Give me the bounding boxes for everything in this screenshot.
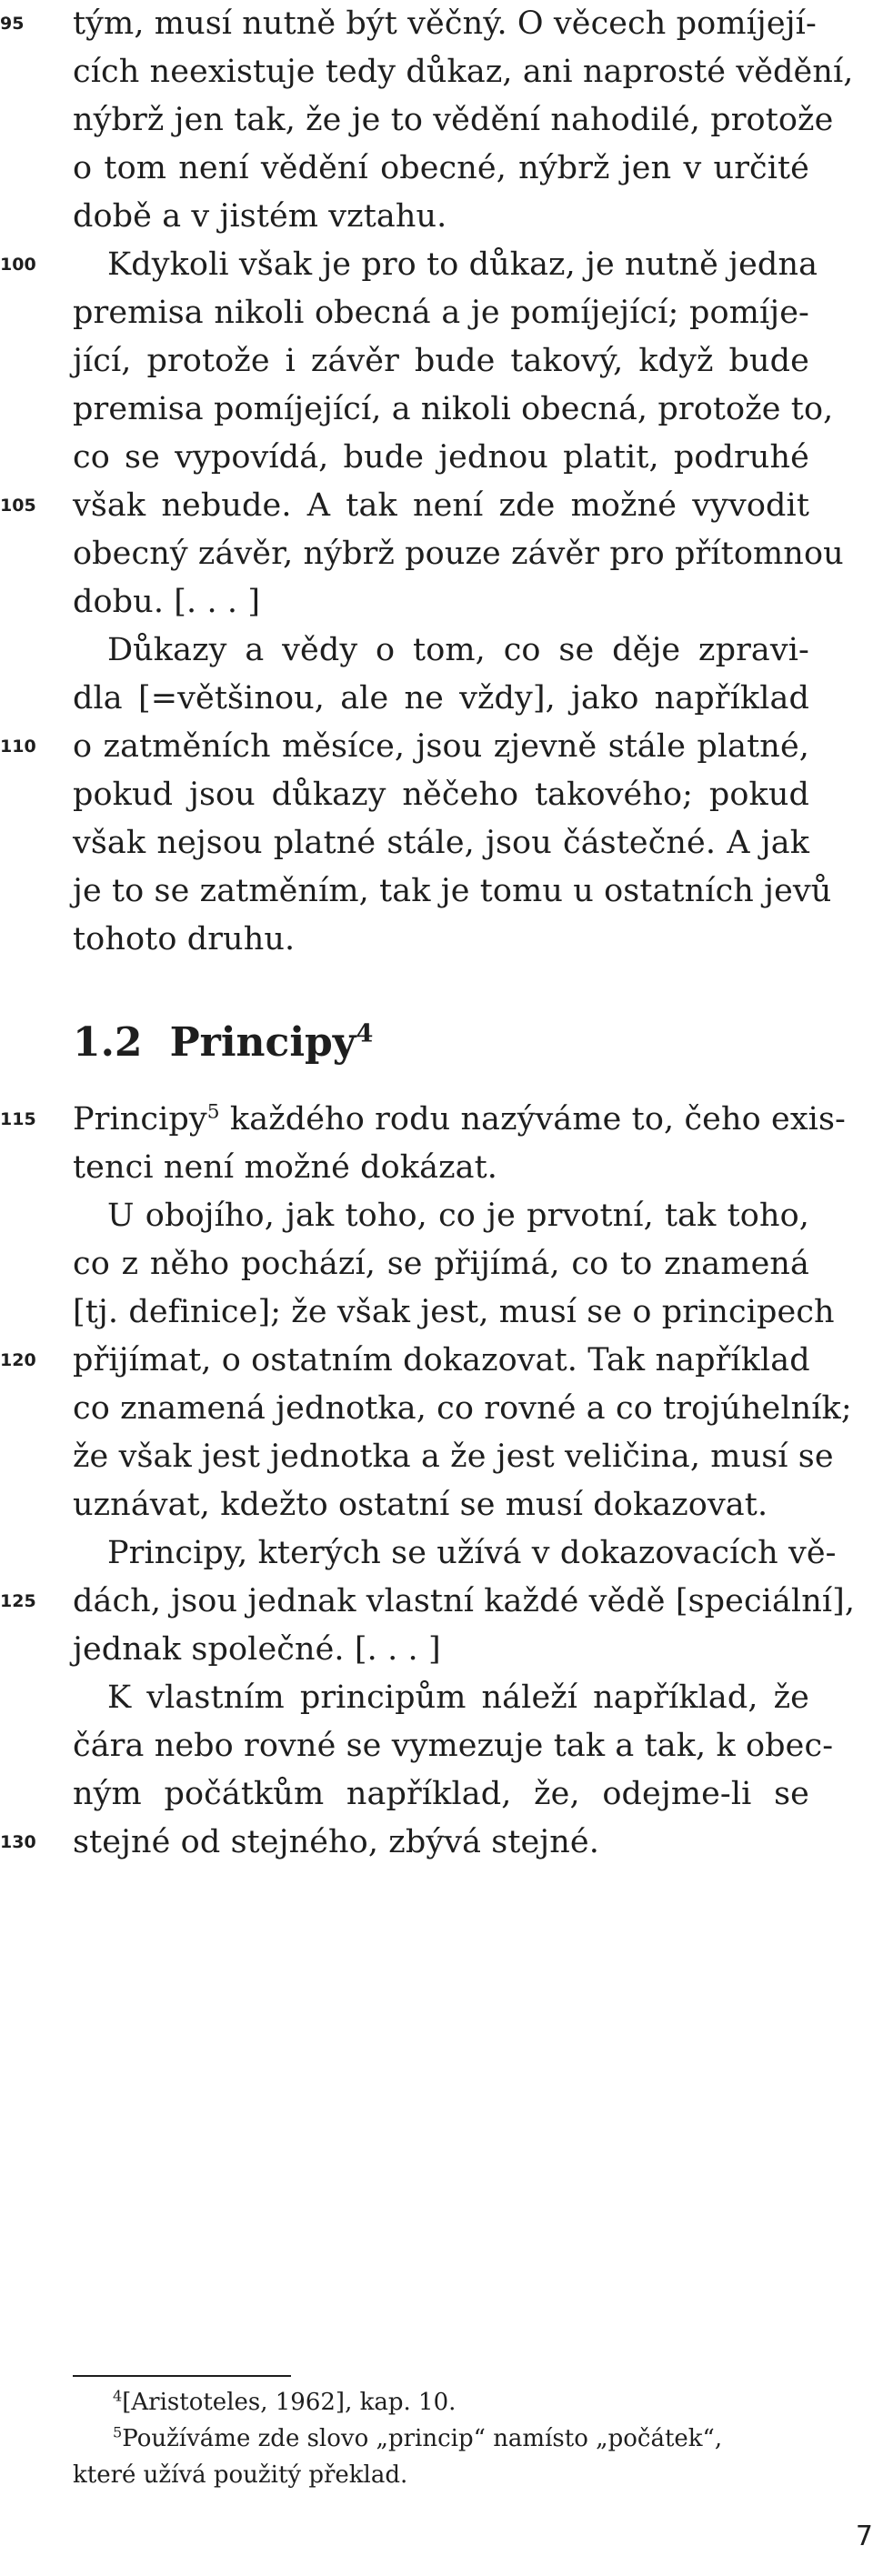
body-text-line: že však jest jednotka a že jest veličina, musí se [73,1438,834,1475]
footnote-4 [113,2384,456,2421]
body-text-line: U obojího, jak toho, co je prvotní, tak toho, [107,1198,809,1234]
body-text-line: přijímat, o ostatním dokazovat. Tak například [73,1342,810,1378]
body-text-line: však nejsou platné stále, jsou částečné. A jak [73,825,809,861]
footnote-text: Používáme zde slovo „princip“ namísto „počátek“, [122,2425,723,2452]
footnote-text: [Aristoteles, 1962], kap. 10. [122,2389,457,2416]
body-text-line: co z něho pochází, se přijímá, co to znamená [73,1246,809,1282]
margin-line-number: 110 [0,737,36,757]
body-text-line: co znamená jednotka, co rovné a co trojúhelník; [73,1390,852,1427]
body-text-line: však nebude. A tak není zde možné vyvodit [73,487,809,524]
body-text-line: tým, musí nutně být věčný. O věcech pomíjejí- [73,5,817,42]
body-text-line: pokud jsou důkazy něčeho takového; pokud [73,777,809,813]
margin-line-number: 115 [0,1109,36,1129]
body-text-line: čára nebo rovné se vymezuje tak a tak, k obec- [73,1728,834,1764]
footnote-reference: 4 [356,1018,374,1048]
margin-line-number: 125 [0,1591,36,1611]
body-text-line: je to se zatměním, tak je tomu u ostatních jevů [73,873,832,909]
page-number: 7 [855,2521,873,2552]
margin-line-number: 130 [0,1832,36,1852]
margin-line-number: 120 [0,1350,36,1370]
body-text-line [73,1096,846,1144]
body-text-line: nýbrž jen tak, že je to vědění nahodilé, protože [73,102,834,138]
body-text-line: stejné od stejného, zbývá stejné. [73,1824,599,1860]
body-text-line: tohoto druhu. [73,921,296,957]
footnote-divider [73,2375,291,2377]
body-text-line: premisa pomíjející, a nikoli obecná, protože to, [73,391,834,427]
body-text-line: dách, jsou jednak vlastní každé vědě [speciální], [73,1583,856,1619]
body-text-line: Principy, kterých se užívá v dokazovacích vě- [107,1535,837,1571]
margin-line-number: 105 [0,496,36,516]
body-text-line: tenci není možné dokázat. [73,1149,497,1186]
body-text-line: co se vypovídá, bude jednou platit, podruhé [73,439,809,476]
body-text-line: Důkazy a vědy o tom, co se děje zpravi- [107,632,809,668]
margin-line-number: 95 [0,14,25,34]
body-text-line: cích neexistuje tedy důkaz, ani naprosté vědění, [73,54,854,90]
footnote-mark: 5 [113,2423,123,2441]
body-text-line: [tj. definice]; že však jest, musí se o principech [73,1294,835,1330]
body-text-line: o tom není vědění obecné, nýbrž jen v určité [73,150,809,186]
body-text-line: premisa nikoli obecná a je pomíjející; pomíje- [73,295,809,331]
body-text-line: o zatměních měsíce, jsou zjevně stále platné, [73,728,809,765]
body-text-line: uznávat, kdežto ostatní se musí dokazovat. [73,1487,768,1523]
section-heading [73,1016,373,1070]
section-title: Principy [169,1019,356,1066]
body-text-line: jící, protože i závěr bude takový, když bude [73,343,809,379]
body-text-span: Principy [73,1101,207,1138]
body-text-line: K vlastním principům náleží například, že [107,1679,809,1716]
body-text-line: obecný závěr, nýbrž pouze závěr pro přítomnou [73,536,844,572]
footnote-reference: 5 [206,1100,220,1124]
footnote-5 [113,2421,722,2457]
body-text-line: jednak společné. [. . . ] [73,1631,441,1668]
section-number: 1.2 [73,1019,143,1066]
footnote-mark: 4 [113,2387,123,2405]
body-text-line: Kdykoli však je pro to důkaz, je nutně jedna [107,246,818,283]
body-text-line: dobu. [. . . ] [73,584,261,620]
body-text-line: dla [=většinou, ale ne vždy], jako například [73,680,809,717]
body-text-span: každého rodu nazýváme to, čeho exis- [219,1101,846,1138]
body-text-line: ným počátkům například, že, odejme-li se [73,1776,809,1812]
footnote-5-continuation: které užívá použitý překlad. [73,2461,408,2489]
margin-line-number: 100 [0,255,36,275]
body-text-line: době a v jistém vztahu. [73,198,447,235]
